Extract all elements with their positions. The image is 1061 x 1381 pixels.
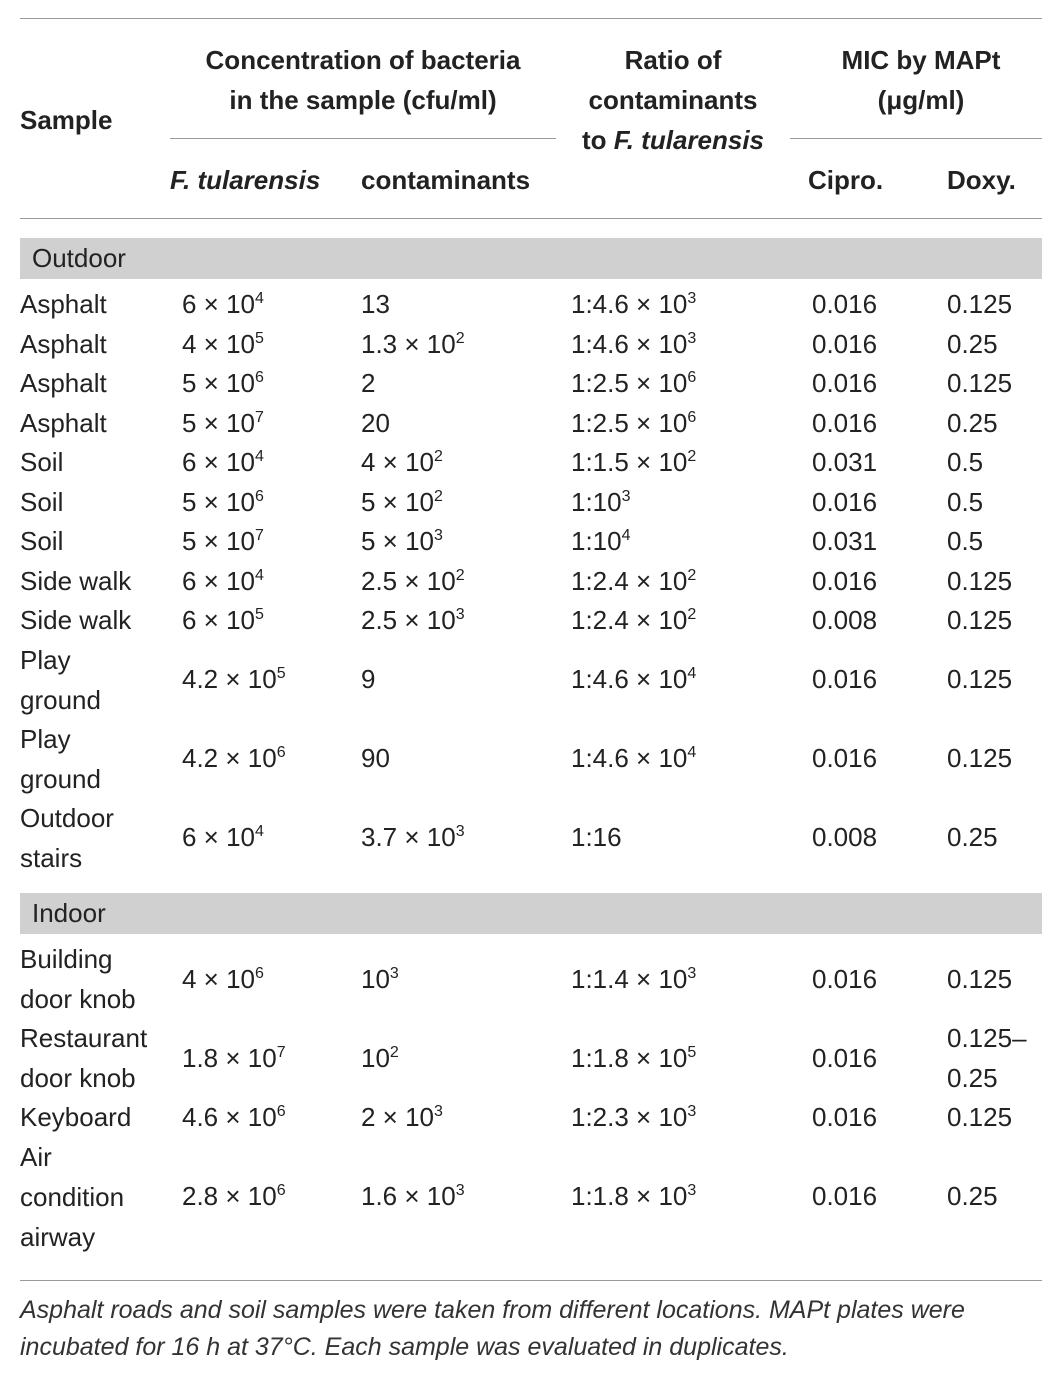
sample-line: Soil (20, 526, 64, 556)
sample-cell (20, 403, 107, 443)
ft-value-exponent: 5 (276, 665, 286, 683)
sample-cell (20, 640, 101, 720)
doxy-cell (947, 738, 1012, 778)
group-label: Outdoor (32, 243, 126, 273)
header-ft-label: F. tularensis (170, 165, 321, 195)
doxy-cell (947, 1018, 1027, 1098)
ratio-value-cell (571, 1176, 696, 1216)
ft-value-cell (182, 363, 264, 403)
ratio-value-exponent: 3 (687, 290, 697, 307)
ratio-value-base: 1:1.5 × 10 (571, 447, 688, 477)
doxy-line: 0.25 (947, 1063, 998, 1093)
doxy-line: 0.25 (947, 822, 998, 853)
header-doxy: Doxy. (947, 165, 1016, 195)
mic-subrule (790, 138, 1042, 139)
header-ratio-line3-prefix: to (581, 125, 614, 155)
ft-value-cell (182, 561, 264, 601)
contaminants-value-cell (361, 521, 443, 561)
concentration-subrule (170, 138, 556, 139)
cipro-cell: 0.016 (812, 1102, 878, 1132)
ratio-value-cell (571, 521, 631, 561)
header-concentration (170, 40, 556, 120)
ft-value-base: 4 × 10 (182, 328, 256, 359)
contaminants-value-base: 2.5 × 10 (361, 565, 456, 596)
doxy-line: 0.25 (947, 407, 998, 438)
cipro-cell: 0.031 (812, 526, 878, 556)
header-ratio-line2: contaminants (588, 85, 758, 115)
ratio-value-exponent: 4 (621, 527, 631, 544)
ft-value-exponent: 4 (255, 566, 264, 584)
ratio-value-cell (571, 561, 696, 601)
contaminants-value-base: 10 (361, 963, 390, 994)
ratio-value-base: 1:10 (571, 486, 622, 517)
ratio-value-base: 1:2.3 × 10 (571, 1102, 688, 1132)
cipro-cell: 0.016 (812, 486, 878, 517)
cipro-cell: 0.008 (812, 605, 878, 635)
ratio-value-base: 1:16 (571, 822, 622, 853)
ratio-value-base: 1:4.6 × 10 (571, 743, 688, 774)
sample-cell (20, 561, 131, 601)
sample-cell (20, 324, 107, 364)
sample-line: Side walk (20, 565, 132, 596)
contaminants-value-exponent: 3 (455, 823, 465, 841)
sample-line: Air (20, 1141, 52, 1172)
contaminants-value-base: 2.5 × 10 (361, 605, 456, 635)
contaminants-value-cell (361, 284, 390, 324)
contaminants-value-base: 9 (361, 664, 376, 695)
ft-value-base: 1.8 × 10 (182, 1042, 277, 1073)
header-ratio (560, 40, 786, 160)
ft-value-base: 5 × 10 (182, 407, 256, 438)
contaminants-value-cell (361, 1038, 399, 1078)
sample-cell (20, 1097, 131, 1137)
ratio-value-cell (571, 659, 696, 699)
contaminants-value-base: 1.6 × 10 (361, 1181, 456, 1211)
doxy-line: 0.25 (947, 328, 998, 359)
ft-value-exponent: 5 (255, 329, 264, 347)
contaminants-value-exponent: 3 (434, 527, 443, 544)
doxy-cell (947, 284, 1012, 324)
cipro-cell: 0.016 (812, 289, 878, 319)
doxy-cell (947, 1176, 998, 1216)
sample-line: door knob (20, 984, 136, 1014)
ft-value-cell (182, 403, 264, 443)
ratio-value-cell (571, 442, 696, 482)
doxy-line: 0.125– (947, 1023, 1027, 1053)
ratio-value-base: 1:1.4 × 10 (571, 963, 688, 994)
contaminants-value-cell (361, 600, 465, 640)
ft-value-cell (182, 284, 264, 324)
ft-value-cell (182, 817, 264, 857)
ratio-value-cell (571, 738, 696, 778)
table-bottom-rule (20, 1280, 1042, 1281)
doxy-line: 0.125 (947, 565, 1013, 596)
ft-value-base: 6 × 10 (182, 822, 256, 853)
cipro-cell: 0.016 (812, 368, 878, 398)
ft-value-base: 5 × 10 (182, 368, 256, 398)
sample-cell (20, 482, 63, 522)
ft-value-exponent: 4 (255, 448, 264, 465)
sample-line: Asphalt (20, 289, 107, 319)
sample-cell (20, 284, 107, 324)
group-band-indoor (20, 893, 1042, 934)
sample-cell (20, 521, 63, 561)
ft-value-exponent: 5 (255, 606, 264, 623)
contaminants-value-base: 20 (361, 407, 390, 438)
doxy-cell (947, 600, 1012, 640)
contaminants-value-cell (361, 482, 443, 522)
ratio-value-exponent: 3 (621, 487, 631, 505)
contaminants-value-base: 10 (361, 1042, 390, 1073)
ft-value-cell (182, 659, 286, 699)
contaminants-value-base: 90 (361, 743, 390, 774)
sample-line: Asphalt (20, 328, 107, 359)
ft-value-exponent: 7 (255, 527, 264, 544)
header-mic-line2: (μg/ml) (877, 85, 965, 115)
header-cipro: Cipro. (808, 165, 884, 195)
sample-line: Asphalt (20, 368, 107, 398)
ratio-value-base: 1:10 (571, 526, 622, 556)
ft-value-base: 4 × 10 (182, 963, 256, 994)
ratio-value-exponent: 2 (687, 448, 697, 465)
ratio-value-cell (571, 403, 696, 443)
cipro-cell: 0.016 (812, 407, 878, 438)
doxy-line: 0.125 (947, 368, 1013, 398)
ft-value-cell (182, 1038, 286, 1078)
doxy-cell (947, 482, 983, 522)
ft-value-exponent: 7 (255, 408, 264, 426)
contaminants-value-exponent: 2 (434, 487, 443, 505)
sample-line: Play (20, 723, 71, 754)
ratio-value-cell (571, 363, 696, 403)
contaminants-value-base: 2 × 10 (361, 1102, 435, 1132)
header-contaminants: contaminants (361, 165, 531, 195)
cipro-cell: 0.016 (812, 328, 878, 359)
ft-value-exponent: 6 (255, 487, 264, 505)
doxy-cell (947, 363, 1012, 403)
ft-value-exponent: 6 (276, 1182, 286, 1199)
ratio-value-base: 1:2.5 × 10 (571, 407, 688, 438)
contaminants-value-cell (361, 324, 465, 364)
ratio-value-cell (571, 1038, 696, 1078)
doxy-line: 0.5 (947, 486, 984, 517)
contaminants-value-exponent: 2 (434, 448, 443, 465)
ratio-value-cell (571, 482, 631, 522)
ft-value-base: 2.8 × 10 (182, 1181, 277, 1211)
contaminants-value-cell (361, 659, 375, 699)
doxy-cell (947, 521, 983, 561)
cipro-cell: 0.008 (812, 822, 878, 853)
ft-value-exponent: 6 (276, 1103, 286, 1120)
doxy-cell (947, 959, 1012, 999)
contaminants-value-exponent: 2 (389, 1043, 399, 1061)
sample-line: Soil (20, 447, 64, 477)
doxy-line: 0.125 (947, 605, 1013, 635)
ft-value-exponent: 4 (255, 823, 264, 841)
ratio-value-base: 1:2.4 × 10 (571, 605, 688, 635)
sample-line: Restaurant (20, 1023, 148, 1053)
ratio-value-exponent: 3 (687, 329, 697, 347)
ratio-value-base: 1:4.6 × 10 (571, 328, 688, 359)
ft-value-exponent: 6 (255, 369, 264, 386)
ft-value-cell (182, 1176, 286, 1216)
sample-cell (20, 939, 136, 1019)
ft-value-base: 4.6 × 10 (182, 1102, 277, 1132)
sample-line: Play (20, 644, 71, 675)
contaminants-value-exponent: 2 (455, 566, 465, 584)
header-concentration-line2: in the sample (cfu/ml) (229, 85, 497, 115)
sample-line: Building (20, 944, 113, 974)
header-sample: Sample (20, 105, 113, 135)
sample-line: ground (20, 684, 101, 715)
group-label: Indoor (32, 898, 106, 928)
ft-value-cell (182, 600, 264, 640)
ratio-value-cell (571, 959, 696, 999)
header-ratio-line3-italic: F. tularensis (613, 125, 765, 155)
contaminants-value-exponent: 3 (455, 606, 465, 623)
contaminants-value-cell (361, 363, 375, 403)
header-bottom-rule (20, 218, 1042, 219)
ratio-value-exponent: 3 (687, 1182, 697, 1199)
ratio-value-cell (571, 284, 696, 324)
doxy-cell (947, 403, 998, 443)
cipro-cell: 0.016 (812, 664, 878, 695)
contaminants-value-base: 5 × 10 (361, 486, 435, 517)
ft-value-cell (182, 738, 286, 778)
doxy-line: 0.125 (947, 963, 1013, 994)
ft-value-base: 4.2 × 10 (182, 664, 277, 695)
doxy-line: 0.25 (947, 1181, 998, 1211)
doxy-line: 0.125 (947, 664, 1013, 695)
cipro-cell: 0.031 (812, 447, 878, 477)
ft-value-exponent: 6 (276, 744, 286, 762)
ratio-value-cell (571, 600, 696, 640)
contaminants-value-exponent: 3 (455, 1182, 465, 1199)
sample-line: condition (20, 1181, 125, 1212)
contaminants-value-exponent: 3 (434, 1103, 443, 1120)
doxy-line: 0.5 (947, 447, 984, 477)
contaminants-value-cell (361, 1097, 443, 1137)
ft-value-cell (182, 324, 264, 364)
group-band-outdoor (20, 238, 1042, 279)
ft-value-cell (182, 521, 264, 561)
ft-value-base: 4.2 × 10 (182, 743, 277, 774)
ratio-value-cell (571, 1097, 696, 1137)
ft-value-exponent: 4 (255, 290, 264, 307)
ratio-value-base: 1:2.5 × 10 (571, 368, 688, 398)
ft-value-base: 5 × 10 (182, 486, 256, 517)
ratio-value-exponent: 2 (687, 606, 697, 623)
contaminants-value-base: 4 × 10 (361, 447, 435, 477)
ft-value-base: 6 × 10 (182, 605, 256, 635)
ft-value-cell (182, 959, 264, 999)
ratio-value-base: 1:4.6 × 10 (571, 664, 688, 695)
cipro-cell: 0.016 (812, 1042, 878, 1073)
doxy-cell (947, 561, 1012, 601)
sample-cell (20, 798, 114, 878)
ft-value-base: 5 × 10 (182, 526, 256, 556)
sample-line: Outdoor (20, 802, 114, 833)
ratio-value-base: 1:1.8 × 10 (571, 1181, 688, 1211)
doxy-cell (947, 442, 983, 482)
ratio-value-exponent: 4 (687, 744, 697, 762)
sample-line: Soil (20, 486, 64, 517)
ft-value-base: 6 × 10 (182, 565, 256, 596)
contaminants-value-base: 3.7 × 10 (361, 822, 456, 853)
sample-line: stairs (20, 842, 83, 873)
ft-value-exponent: 6 (255, 964, 264, 982)
contaminants-value-cell (361, 1176, 465, 1216)
header-mic-line1: MIC by MAPt (841, 45, 1001, 75)
ratio-value-exponent: 3 (687, 964, 697, 982)
contaminants-value-cell (361, 561, 465, 601)
doxy-line: 0.125 (947, 1102, 1013, 1132)
header-mic (790, 40, 1052, 120)
table-top-rule (20, 18, 1042, 19)
sample-line: airway (20, 1221, 96, 1252)
ratio-value-exponent: 3 (687, 1103, 697, 1120)
sample-line: Side walk (20, 605, 132, 635)
ft-value-cell (182, 442, 264, 482)
contaminants-value-base: 13 (361, 289, 390, 319)
ratio-value-exponent: 2 (687, 566, 697, 584)
sample-cell (20, 442, 63, 482)
doxy-cell (947, 817, 998, 857)
sample-cell (20, 1137, 124, 1257)
contaminants-value-cell (361, 403, 390, 443)
ft-value-base: 6 × 10 (182, 289, 256, 319)
sample-line: ground (20, 763, 101, 794)
contaminants-value-cell (361, 738, 390, 778)
contaminants-value-base: 2 (361, 368, 376, 398)
contaminants-value-base: 1.3 × 10 (361, 328, 456, 359)
ratio-value-exponent: 5 (687, 1043, 697, 1061)
header-ratio-line1: Ratio of (624, 45, 722, 75)
doxy-cell (947, 659, 1012, 699)
footnote: Asphalt roads and soil samples were taken from different locations. MAPt plates were incubated for 16 h at 37°C. Each sample was evaluated in duplicates. (20, 1296, 965, 1361)
ratio-value-exponent: 4 (687, 665, 697, 683)
doxy-cell (947, 1097, 1012, 1137)
ft-value-cell (182, 482, 264, 522)
header-ft (170, 160, 320, 200)
header-ratio-line3 (560, 120, 786, 160)
doxy-cell (947, 324, 998, 364)
doxy-line: 0.125 (947, 743, 1013, 774)
contaminants-value-cell (361, 817, 465, 857)
ft-value-cell (182, 1097, 286, 1137)
doxy-line: 0.125 (947, 289, 1013, 319)
sample-line: door knob (20, 1063, 136, 1093)
sample-line: Keyboard (20, 1102, 132, 1132)
sample-cell (20, 719, 101, 799)
cipro-cell: 0.016 (812, 743, 878, 774)
ratio-value-cell (571, 817, 622, 857)
contaminants-value-base: 5 × 10 (361, 526, 435, 556)
ratio-value-exponent: 6 (687, 408, 697, 426)
sample-cell (20, 600, 131, 640)
cipro-cell: 0.016 (812, 963, 878, 994)
doxy-line: 0.5 (947, 526, 984, 556)
contaminants-value-exponent: 3 (389, 964, 399, 982)
ratio-value-base: 1:2.4 × 10 (571, 565, 688, 596)
sample-line: Asphalt (20, 407, 107, 438)
ratio-value-cell (571, 324, 696, 364)
cipro-cell: 0.016 (812, 565, 878, 596)
ft-value-base: 6 × 10 (182, 447, 256, 477)
header-concentration-line1: Concentration of bacteria (205, 45, 521, 75)
sample-cell (20, 363, 107, 403)
ratio-value-base: 1:4.6 × 10 (571, 289, 688, 319)
sample-cell (20, 1018, 147, 1098)
contaminants-value-cell (361, 959, 399, 999)
contaminants-value-cell (361, 442, 443, 482)
cipro-cell: 0.016 (812, 1181, 878, 1211)
ft-value-exponent: 7 (276, 1043, 286, 1061)
contaminants-value-exponent: 2 (455, 329, 465, 347)
ratio-value-base: 1:1.8 × 10 (571, 1042, 688, 1073)
ratio-value-exponent: 6 (687, 369, 697, 386)
